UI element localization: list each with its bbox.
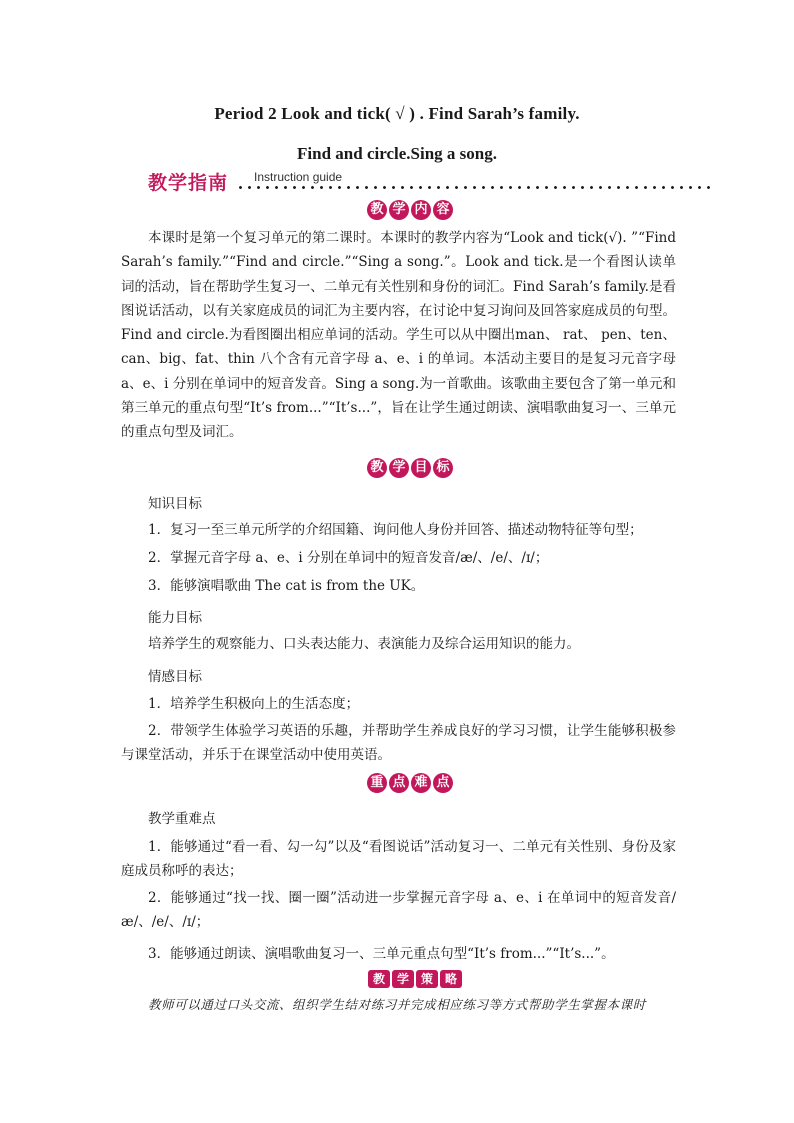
emotion-goal-item: 1．培养学生积极向上的生活态度； xyxy=(148,696,360,712)
badge-char: 点 xyxy=(433,773,453,793)
badge-teaching-content xyxy=(367,200,453,220)
knowledge-goals-label: 知识目标 xyxy=(148,496,202,512)
key-point-item: 2．能够通过“找一找、圈一圈”活动进一步掌握元音字母 a、e、i 在单词中的短音发音/æ/、/e/、/ɪ/； xyxy=(121,890,676,931)
badge-char: 略 xyxy=(440,970,462,988)
key-point-item: 3．能够通过朗读、演唱歌曲复习一、三单元重点句型“It’s from...”“It’s...”。 xyxy=(148,946,615,962)
knowledge-goal-item: 1．复习一至三单元所学的介绍国籍、询问他人身份并回答、描述动物特征等句型； xyxy=(148,522,643,538)
badge-char: 难 xyxy=(411,773,431,793)
ability-goal-text: 培养学生的观察能力、口头表达能力、表演能力及综合运用知识的能力。 xyxy=(148,636,580,652)
badge-char: 学 xyxy=(389,458,409,478)
badge-char: 教 xyxy=(367,200,387,220)
badge-char: 教 xyxy=(368,970,390,988)
knowledge-goal-item: 3．能够演唱歌曲 The cat is from the UK。 xyxy=(148,578,425,594)
emotion-goals-label: 情感目标 xyxy=(148,669,202,685)
knowledge-goal-item: 2．掌握元音字母 a、e、i 分别在单词中的短音发音/æ/、/e/、/ɪ/； xyxy=(148,550,549,566)
badge-char: 教 xyxy=(367,458,387,478)
badge-key-points xyxy=(367,773,453,793)
badge-char: 容 xyxy=(433,200,453,220)
badge-char: 学 xyxy=(389,200,409,220)
badge-char: 目 xyxy=(411,458,431,478)
key-point-item: 1．能够通过“看一看、勾一勾”以及“看图说话”活动复习一、二单元有关性别、身份及家庭成员称呼的表达； xyxy=(121,839,676,880)
badge-char: 策 xyxy=(416,970,438,988)
emotion-goal-item: 2．带领学生体验学习英语的乐趣，并帮助学生养成良好的学习习惯，让学生能够积极参与课堂活动，并乐于在课堂活动中使用英语。 xyxy=(121,723,676,764)
badge-teaching-strategy xyxy=(368,970,462,988)
content-paragraph: 本课时是第一个复习单元的第二课时。本课时的教学内容为“Look and tick(√). ”“Find Sarah’s family.”“Find and circle.”“Sing a song.”。Look and tick.是一个看图认读单词的活动，旨在帮助学生复习一、二单元有关性别和身份的词汇。Find Sarah’s family.是看图说话活动，以有关家庭成员的词汇为主要内容，在讨论中复习询问及回答家庭成员的句型。Find and circle.为看图圈出相应单词的活动。学生可以从中圈出man、 rat、 pen、ten、can、big、fat、thin 八个含有元音字母 a、e、i 的单词。本活动主要目的是复习元音字母 a、e、i 分别在单词中的短音发音。Sing a song.为一首歌曲。该歌曲主要包含了第一单元和第三单元的重点句型“It’s from...”“It’s...”，旨在让学生通过朗读、演唱歌曲复习一、三单元的重点句型及词汇。 xyxy=(121,230,676,441)
badge-char: 标 xyxy=(433,458,453,478)
section-header-instruction-guide xyxy=(148,168,713,192)
ability-goals-label: 能力目标 xyxy=(148,610,202,626)
badge-char: 学 xyxy=(392,970,414,988)
lesson-title-line1: Period 2 Look and tick( √ ) . Find Sarah’s family. xyxy=(214,104,580,123)
guide-title-en: Instruction guide xyxy=(254,170,343,184)
strategy-text: 教师可以通过口头交流、组织学生结对练习并完成相应练习等方式帮助学生掌握本课时 xyxy=(148,997,646,1012)
lesson-title-line2: Find and circle.Sing a song. xyxy=(297,144,497,163)
badge-teaching-goals xyxy=(367,458,453,478)
badge-char: 内 xyxy=(411,200,431,220)
badge-char: 重 xyxy=(367,773,387,793)
key-points-label: 教学重难点 xyxy=(148,811,216,827)
guide-title-cn: 教学指南 xyxy=(148,172,229,194)
dotted-divider xyxy=(236,185,713,190)
badge-char: 点 xyxy=(389,773,409,793)
